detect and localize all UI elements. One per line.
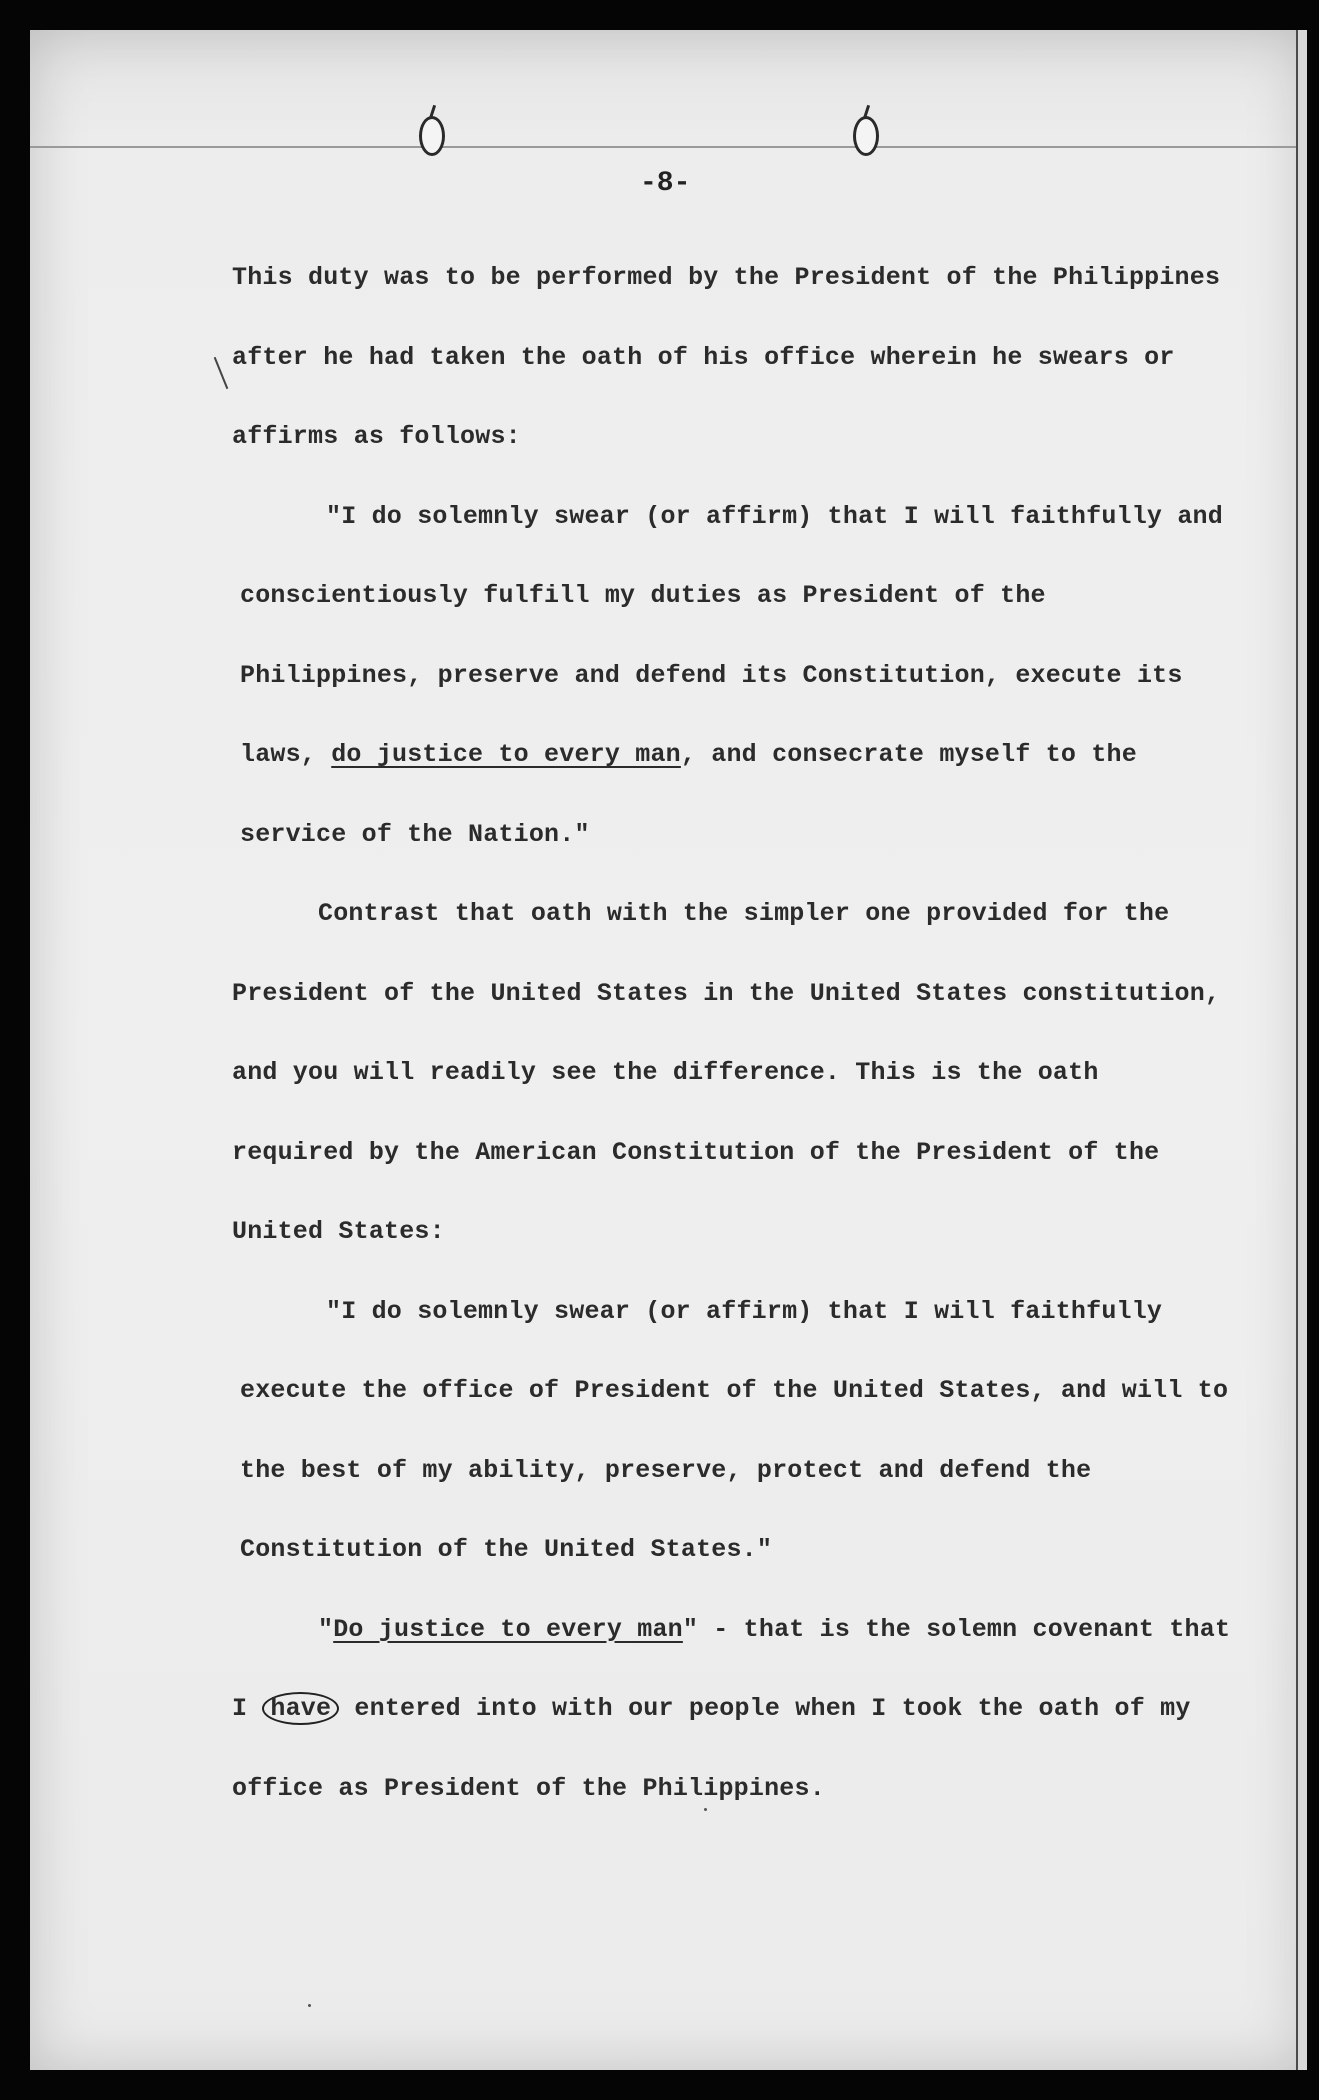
page-edge xyxy=(1296,30,1307,2070)
oath-text-start: "I do solemnly swear (or affirm) that I will faithfully and conscientiously fulfill my duties as President of the Philippines, preserve and defend its Constitution, execute its laws, xyxy=(240,501,1223,769)
paragraph-covenant xyxy=(232,1590,1232,1829)
paragraph-us-oath: "I do solemnly swear (or affirm) that I will faithfully execute the office of President of the United States, and will to the best of my ability, preserve, protect and defend the Constitution of the United States." xyxy=(240,1296,1229,1564)
paragraph-duty: This duty was to be performed by the President of the Philippines after he had taken the oath of his office wherein he swears or affirms as follows: xyxy=(232,263,1221,451)
oath-text-end: , and consecrate myself to the service of the Nation." xyxy=(240,740,1137,849)
paragraph-contrast: Contrast that oath with the simpler one provided for the President of the United States in the United States constitution, and you will readily see the difference. This is the oath required by the American Constitution of the President of the United States: xyxy=(232,899,1221,1246)
page-number: -8- xyxy=(640,168,691,199)
ink-speck xyxy=(308,2004,311,2007)
underlined-phrase: Do justice to every man xyxy=(333,1614,683,1644)
covenant-text-end: entered into with our people when I took the oath of my office as President of the Philippines. xyxy=(232,1694,1191,1803)
circled-word: have xyxy=(262,1692,339,1725)
paragraph-philippine-oath xyxy=(232,477,1232,875)
fold-line xyxy=(30,146,1296,148)
punch-hole-left xyxy=(419,116,445,156)
quote-open: " xyxy=(318,1614,334,1644)
underlined-phrase: do justice to every man xyxy=(331,740,681,769)
covenant-text-mid: " - that is the solemn covenant that I xyxy=(232,1614,1231,1723)
document-body xyxy=(232,238,1232,1828)
punch-hole-right xyxy=(853,116,879,156)
